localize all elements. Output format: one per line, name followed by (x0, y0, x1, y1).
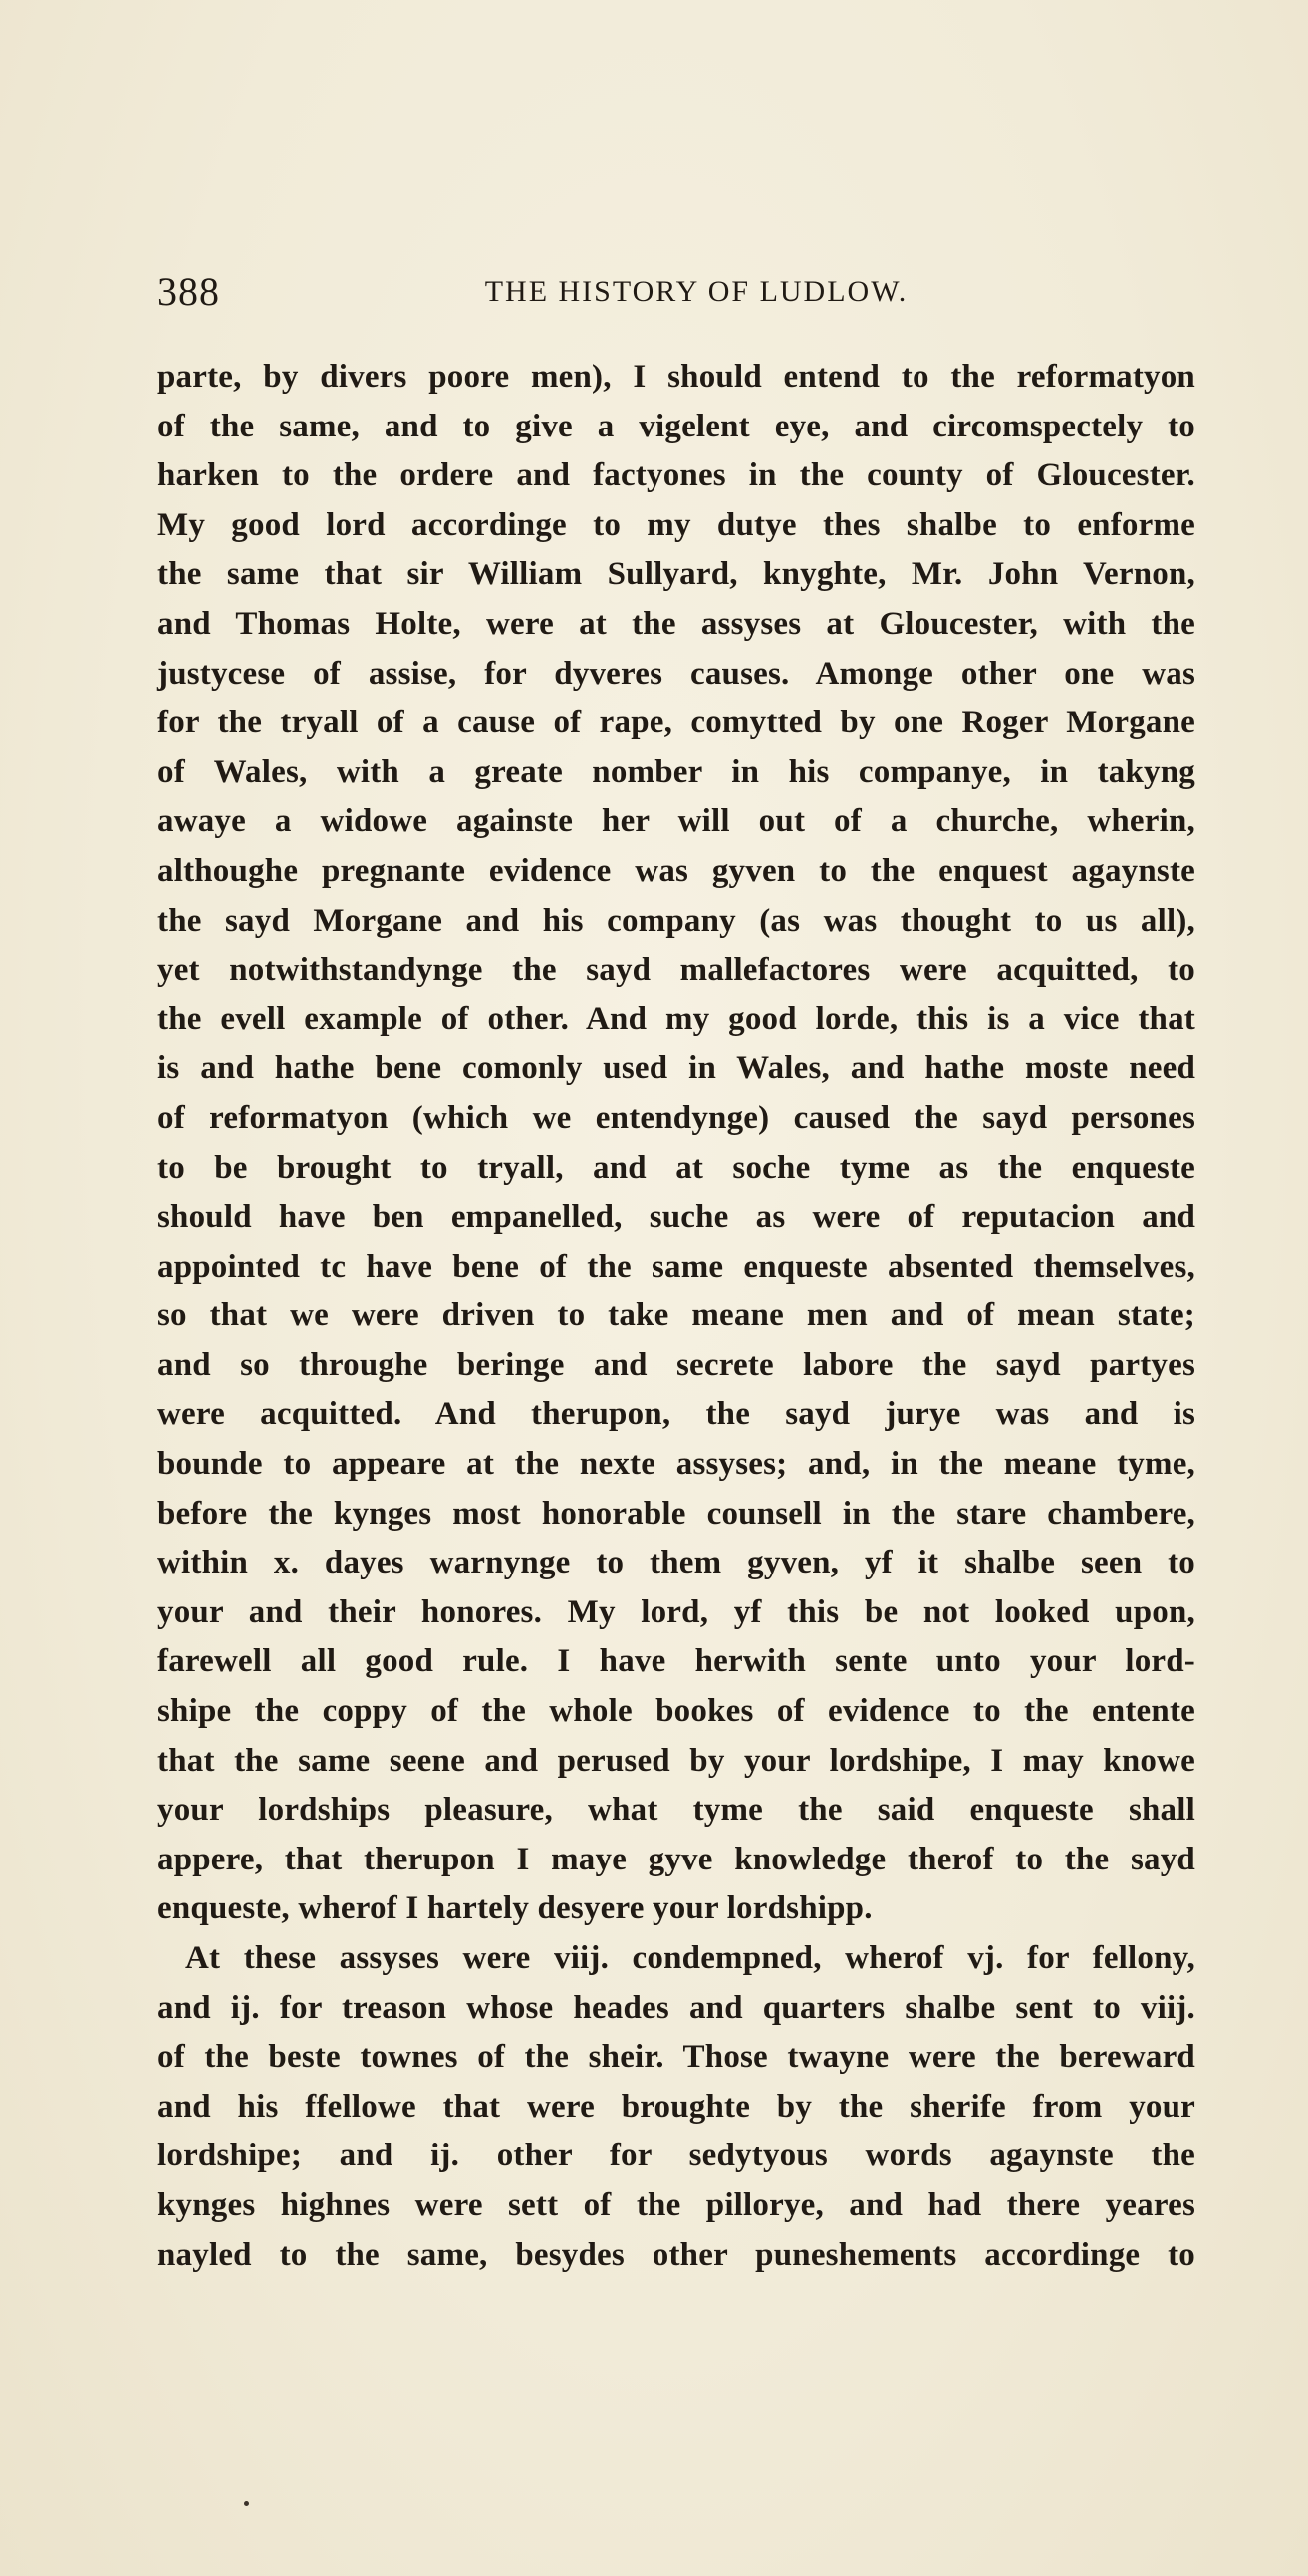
text-line: kynges highnes were sett of the pillorye, and had there yeares (157, 2186, 1195, 2223)
text-line: the same that sir William Sullyard, knyghte, Mr. John Vernon, (157, 556, 1195, 593)
text-line: and ij. for treason whose heades and quarters shalbe sent to viij. (157, 1989, 1195, 2026)
text-line: before the kynges most honorable counsell in the stare chambere, (157, 1495, 1195, 1532)
text-line: for the tryall of a cause of rape, comytted by one Roger Morgane (157, 705, 1195, 741)
text-line: justycese of assise, for dyveres causes. Amonge other one was (157, 655, 1195, 692)
text-line: appere, that therupon I maye gyve knowledge therof to the sayd (157, 1841, 1195, 1877)
text-line: your and their honores. My lord, yf this be not looked upon, (157, 1593, 1195, 1630)
ink-speck (244, 2501, 249, 2506)
text-line: and his ffellowe that were broughte by the sherife from your (157, 2088, 1195, 2125)
text-line: yet notwithstandynge the sayd mallefactores were acquitted, to (157, 952, 1195, 989)
text-line: the sayd Morgane and his company (as was thought to us all), (157, 902, 1195, 939)
page-header (157, 267, 1195, 317)
text-line: the evell example of other. And my good lorde, this is a vice that (157, 1001, 1195, 1037)
text-line: parte, by divers poore men), I should entend to the reformatyon (157, 359, 1195, 395)
page-number: 388 (157, 269, 220, 314)
text-line: your lordships pleasure, what tyme the said enqueste shall (157, 1792, 1195, 1829)
text-line: to be brought to tryall, and at soche tyme as the enqueste (157, 1149, 1195, 1186)
text-line: and so throughe beringe and secrete labore the sayd partyes (157, 1346, 1195, 1383)
text-line: althoughe pregnante evidence was gyven to the enquest agaynste (157, 852, 1195, 889)
text-line: and Thomas Holte, were at the assyses at Gloucester, with the (157, 605, 1195, 642)
body-text (157, 353, 1195, 2280)
text-line: bounde to appeare at the nexte assyses; and, in the meane tyme, (157, 1446, 1195, 1483)
text-line: that the same seene and perused by your lordshipe, I may knowe (157, 1742, 1195, 1779)
text-line: so that we were driven to take meane men and of mean state; (157, 1297, 1195, 1334)
text-line: of the same, and to give a vigelent eye, and circomspectely to (157, 408, 1195, 444)
text-line: farewell all good rule. I have herwith sente unto your lord- (157, 1643, 1195, 1680)
text-line: of the beste townes of the sheir. Those twayne were the bereward (157, 2039, 1195, 2076)
text-line: appointed tc have bene of the same enqueste absented themselves, (157, 1248, 1195, 1285)
text-line: should have ben empanelled, suche as were of reputacion and (157, 1199, 1195, 1236)
text-line: My good lord accordinge to my dutye thes shalbe to enforme (157, 506, 1195, 543)
text-line: of reformatyon (which we entendynge) caused the sayd persones (157, 1099, 1195, 1136)
text-line: enqueste, wherof I hartely desyere your lordshipp. (157, 1890, 873, 1927)
text-line: At these assyses were viij. condempned, wherof vj. for fellony, (185, 1940, 1195, 1976)
text-line: lordshipe; and ij. other for sedytyous words agaynste the (157, 2138, 1195, 2174)
running-head: THE HISTORY OF LUDLOW. (484, 275, 909, 308)
text-line: harken to the ordere and factyones in the county of Gloucester. (157, 457, 1195, 494)
text-line: nayled to the same, besydes other puneshements accordinge to (157, 2236, 1195, 2273)
text-line: is and hathe bene comonly used in Wales, and hathe moste need (157, 1050, 1195, 1087)
text-line: were acquitted. And therupon, the sayd jurye was and is (157, 1396, 1195, 1433)
text-line: shipe the coppy of the whole bookes of evidence to the entente (157, 1693, 1195, 1730)
text-line: within x. dayes warnynge to them gyven, yf it shalbe seen to (157, 1545, 1195, 1581)
text-line: of Wales, with a greate nomber in his companye, in takyng (157, 753, 1195, 790)
text-line: awaye a widowe againste her will out of a churche, wherin, (157, 803, 1195, 840)
